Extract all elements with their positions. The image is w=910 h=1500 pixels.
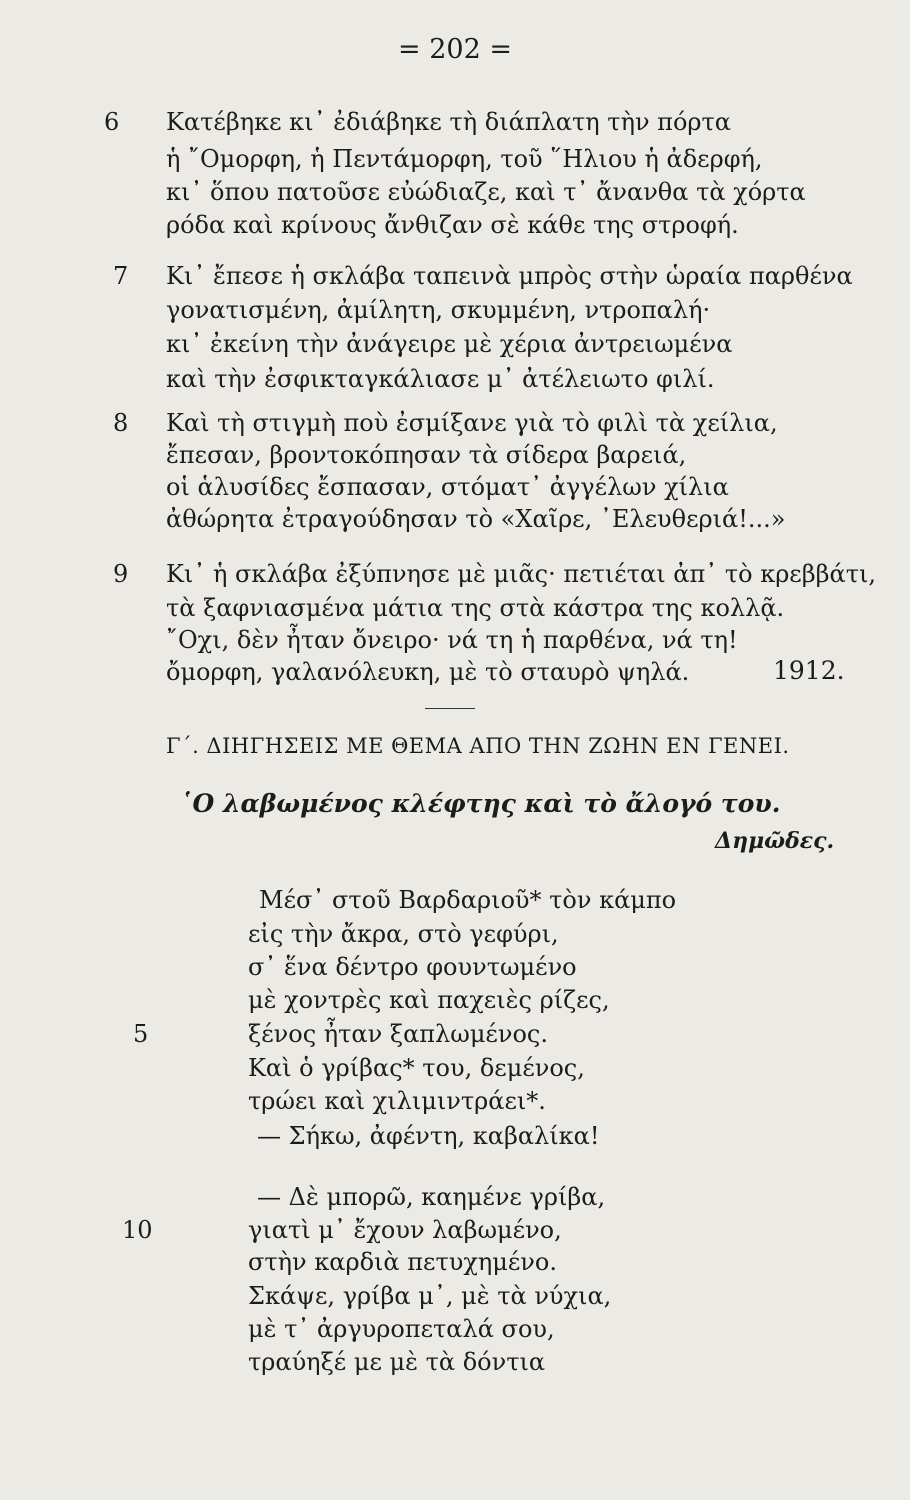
section-heading: Γ΄. ΔΙΗΓΗΣΕΙΣ ΜΕ ΘΕΜΑ ΑΠΟ ΤΗΝ ΖΩΗΝ ΕΝ ΓΕΝΕΙ. xyxy=(166,734,790,758)
verse-line: ῎Οχι, δὲν ἦταν ὄνειρο· νά τη ἡ παρθένα, νά τη! xyxy=(166,626,738,654)
poem-line: Σκάψε, γρίβα μ᾿, μὲ τὰ νύχια, xyxy=(248,1282,612,1310)
verse-line: Κατέβηκε κι᾿ ἐδιάβηκε τὴ διάπλατη τὴν πόρτα xyxy=(166,108,731,136)
stanza-number: 7 xyxy=(113,262,129,290)
verse-line: Καὶ τὴ στιγμὴ ποὺ ἐσμίξανε γιὰ τὸ φιλὶ τὰ χείλια, xyxy=(166,409,778,437)
poem-title: ῾Ο λαβωμένος κλέφτης καὶ τὸ ἄλογό του. xyxy=(180,789,781,818)
poem-year: 1912. xyxy=(773,656,845,685)
poem-line: γιατὶ μ᾿ ἔχουν λαβωμένο, xyxy=(248,1216,562,1244)
poem-line: — Δὲ μπορῶ, καημένε γρίβα, xyxy=(257,1183,606,1211)
poem-line-number: 10 xyxy=(122,1216,153,1244)
verse-line: κι᾿ ἐκείνη τὴν ἀνάγειρε μὲ χέρια ἀντρειωμένα xyxy=(166,330,733,358)
verse-line: ὄμορφη, γαλανόλευκη, μὲ τὸ σταυρὸ ψηλά. xyxy=(166,658,690,686)
verse-line: τὰ ξαφνιασμένα μάτια της στὰ κάστρα της κολλᾷ. xyxy=(166,594,785,622)
verse-line: ἔπεσαν, βροντοκόπησαν τὰ σίδερα βαρειά, xyxy=(166,441,687,469)
verse-line: γονατισμένη, ἀμίλητη, σκυμμένη, ντροπαλή· xyxy=(166,296,711,324)
verse-line: καὶ τὴν ἐσφικταγκάλιασε μ᾿ ἀτέλειωτο φιλί. xyxy=(166,365,715,393)
stanza-number: 6 xyxy=(104,108,120,136)
verse-line: Κι᾿ ἔπεσε ἡ σκλάβα ταπεινὰ μπρὸς στὴν ὡραία παρθένα xyxy=(166,262,853,290)
poem-line-number: 5 xyxy=(133,1020,149,1048)
poem-subtitle: Δημῶδες. xyxy=(715,828,835,854)
poem-line: εἰς τὴν ἄκρα, στὸ γεφύρι, xyxy=(248,920,559,948)
verse-line: ἡ ῎Ομορφη, ἡ Πεντάμορφη, τοῦ ῞Ηλιου ἡ ἀδερφή, xyxy=(166,145,763,173)
poem-line: τρώει καὶ χιλιμιντράει*. xyxy=(248,1087,546,1115)
poem-line: — Σήκω, ἀφέντη, καβαλίκα! xyxy=(257,1122,600,1150)
verse-line: Κι᾿ ἡ σκλάβα ἐξύπνησε μὲ μιᾶς· πετιέται ἀπ᾿ τὸ κρεββάτι, xyxy=(166,560,877,588)
poem-line: Μέσ᾿ στοῦ Βαρδαριοῦ* τὸν κάμπο xyxy=(259,886,677,914)
poem-line: σ᾿ ἕνα δέντρο φουντωμένο xyxy=(248,953,577,981)
page-number: = 202 = xyxy=(398,34,512,65)
stanza-number: 8 xyxy=(113,409,129,437)
verse-line: ρόδα καὶ κρίνους ἄνθιζαν σὲ κάθε της στροφή. xyxy=(166,211,739,239)
verse-line: ἀθώρητα ἐτραγούδησαν τὸ «Χαῖρε, ᾿Ελευθεριά!...» xyxy=(166,505,786,533)
verse-line: οἱ ἁλυσίδες ἔσπασαν, στόματ᾿ ἀγγέλων χίλια xyxy=(166,473,729,501)
section-divider xyxy=(425,708,475,709)
poem-line: ξένος ἦταν ξαπλωμένος. xyxy=(248,1020,548,1048)
poem-line: στὴν καρδιὰ πετυχημένο. xyxy=(248,1248,557,1276)
poem-line: τραύηξέ με μὲ τὰ δόντια xyxy=(248,1348,546,1376)
poem-line: μὲ τ᾿ ἀργυροπεταλά σου, xyxy=(248,1315,555,1343)
verse-line: κι᾿ ὅπου πατοῦσε εὐώδιαζε, καὶ τ᾿ ἄνανθα τὰ χόρτα xyxy=(166,178,806,206)
poem-line: Καὶ ὁ γρίβας* του, δεμένος, xyxy=(248,1054,585,1082)
poem-line: μὲ χοντρὲς καὶ παχειὲς ρίζες, xyxy=(248,986,610,1014)
stanza-number: 9 xyxy=(113,560,129,588)
